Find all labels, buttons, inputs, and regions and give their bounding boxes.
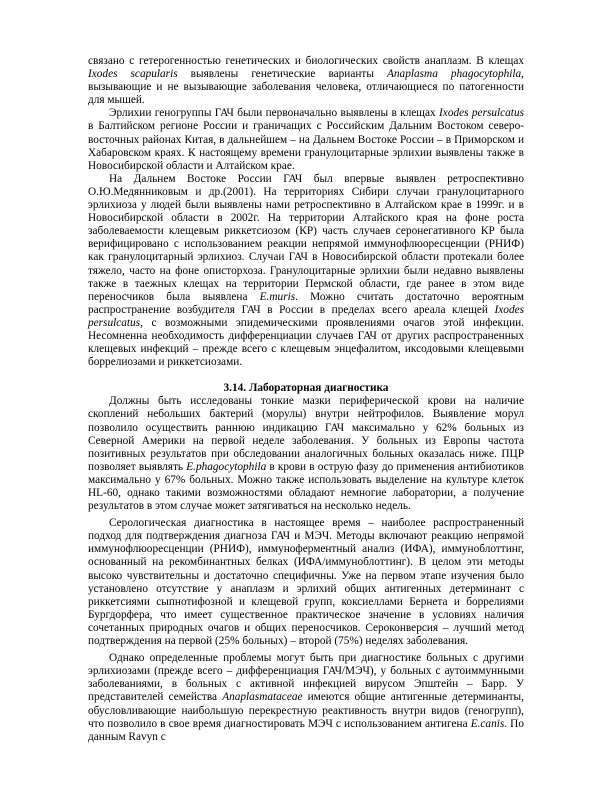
text-run: имеются общие антигенные детерминанты, обусловливающие наибольшую перекрестную реактивность внутри видов (геногрупп), что позволило в свое время диагностировать МЭЧ с использованием антигена: [88, 691, 524, 730]
paragraph-far-east-siberia: [88, 173, 524, 369]
text-run: Однако определенные проблемы могут быть при диагностике больных с другими эрлихиозами (прежде всего – дифференциация ГАЧ/МЭЧ), у больных с аутоиммунными заболеваниями, в больных с активной инфекцией вирусом Эпштейн – Барр. У представителей семейства: [88, 652, 524, 704]
text-run: . Можно считать достаточно вероятным распространение возбудителя ГАЧ в России в пределах всего ареала клещей: [88, 290, 524, 316]
italic-term: Anaplasmataceae: [222, 691, 303, 704]
text-run: Серологическая диагностика в настоящее время – наиболее распространенный подход для подтверждения диагноза ГАЧ и МЭЧ. Методы включают реакцию непрямой иммунофлюоресценции (РНИФ), иммуноферментный анализ (ИФА), иммуноблоттинг, основанный на рекомбинантных белках (ИФА/иммуноблоттинг). В целом эти методы высоко чувствительны и достаточно специфичны. Уже на первом этапе изучения было установлено отсутствие у анаплазм и эрлихий общих антигенных детерминант с риккетсиями сыпнотифозной и клещевой групп, коксиеллами Бернета и боррелиями Бургдорфера, что имеет существенное практическое значение в условиях наличия сочетанных природных очагов и общих переносчиков. Сероконверсия – лучший метод подтверждения на первой (25% больных) – второй (75%) неделях заболевания.: [88, 517, 524, 648]
text-run: в крови в острую фазу до применения антибиотиков максимально у 67% больных. Можно также использовать выделение на культуре клеток HL-60, однако такими возможностями обладают немногие лаборатории, а получение результатов в этом случае может затягиваться на несколько недель.: [88, 460, 524, 513]
italic-term: Ixodes persulcatus: [439, 107, 524, 120]
text-run: Должны быть исследованы тонкие мазки периферической крови на наличие скоплений небольших бактерий (морулы) внутри нейтрофилов. Выявление морул позволило осуществить раннюю индикацию ГАЧ максимально у 62% больных из Северной Америки на первой неделе заболевания. У больных из Европы частота позитивных результатов при обследовании аналогичных больных оказалась ниже. ПЦР позволяет выявлять: [88, 395, 524, 473]
text-run: , с возможными эпидемическими проявлениями очагов этой инфекции. Несомненна необходимость дифференциации случаев ГАЧ от других распространенных клещевых инфекций – прежде всего с клещевым энцефалитом, иксодовыми клещевыми боррелиозами и риккетсиозами.: [88, 316, 524, 369]
paragraph-anaplasma-variants: [88, 55, 524, 107]
text-run: Эрлихии геногруппы ГАЧ были первоначально выявлены в клещах: [109, 107, 440, 120]
italic-term: Ixodes persulcatus: [88, 303, 524, 329]
section-heading: 3.14. Лабораторная диагностика: [223, 382, 389, 395]
italic-term: E.muris: [259, 290, 296, 303]
text-run: выявлены генетические варианты: [177, 68, 387, 81]
italic-term: Ixodes scapularis: [88, 68, 178, 81]
text-run: связано с гетерогенностью генетических и биологических свойств анаплазм. В клещах: [88, 55, 524, 67]
italic-term: Anaplasma phagocytophila: [387, 68, 522, 81]
text-run: , вызывающие и не вызывающие заболевания человека, отличающиеся по патогенности для мышей.: [88, 68, 524, 107]
paragraph-serology: [88, 517, 524, 648]
italic-term: E.canis: [470, 717, 505, 730]
text-run: На Дальнем Востоке России ГАЧ был впервые выявлен ретроспективно О.Ю.Медянниковым и др.(2001). На территориях Сибири случаи гранулоцитарного эрлихиоза у людей были выявлены нами ретроспективно в Алтайском крае в 1999г. и в Новосибирской области в 2002г. На территории Алтайского края на фоне роста заболеваемости клещевым риккетсиозом (КР) часть случаев серонегативного КР была верифицировано с использованием реакции непрямой иммунофлюоресценции (РНИФ) как гранулоцитарный эрлихиоз. Случаи ГАЧ в Новосибирской области протекали более тяжело, часто на фоне описторхоза. Гранулоцитарные эрлихии были недавно выявлены также в таежных клещах на территории Пермской области, где ранее в этом виде переносчиков была выявлена: [88, 172, 524, 303]
paragraph-ehrlichia-detection: [88, 107, 524, 172]
text-run: . По данным Ravyn с: [88, 717, 524, 743]
paragraph-differential-problems: [88, 652, 524, 744]
italic-term: E.phagocytophila: [186, 460, 267, 473]
text-run: в Балтийском регионе России и граничащих с Российским Дальним Востоком северо-восточных районах Китая, в дальнейшем – на Дальнем Востоке России – в Приморском и Хабаровском краях. К настоящему времени гранулоцитарные эрлихии выявлены также в Новосибирской области и Алтайском крае.: [88, 120, 524, 172]
paragraph-blood-smear: [88, 395, 524, 513]
